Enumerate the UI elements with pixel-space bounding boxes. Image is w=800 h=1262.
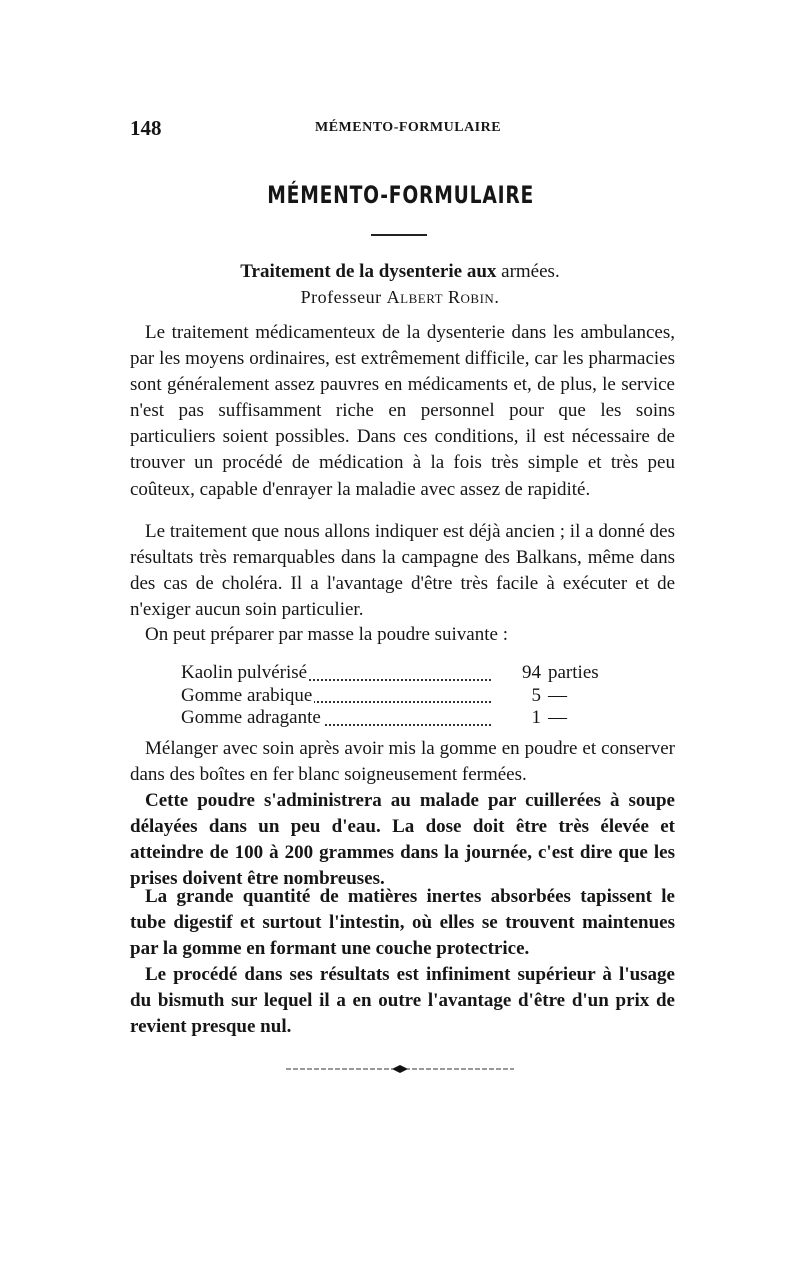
ingredient-quantity: 5 (531, 684, 541, 706)
ingredient-quantity: 94 (522, 662, 541, 683)
paragraph-mixing: Mélanger avec soin après avoir mis la gomme en poudre et conserver dans des boîtes en fer blanc soigneusement fermées. (130, 738, 675, 786)
running-title: MÉMENTO-FORMULAIRE (315, 120, 502, 135)
paragraph-dosage: Cette poudre s'administrera au malade par cuillerées à soupe délayées dans un peu d'eau. La dose doit être très élevée et atteindre de 100 à 200 grammes dans la journée, c'est dire que les prises doivent être nombreuses. (130, 790, 675, 890)
formula-row (181, 662, 621, 685)
page-number: 148 (130, 116, 162, 140)
ingredient-name: Gomme adragante (181, 707, 321, 728)
ingredient-unit: — (548, 707, 567, 728)
formula-row (181, 707, 621, 730)
section-title: MÉMENTO-FORMULAIRE (267, 181, 535, 209)
ingredient-quantity: 1 (531, 707, 541, 728)
ingredient-name: Gomme arabique (181, 684, 313, 706)
ingredient-name: Kaolin pulvérisé (181, 662, 308, 683)
article-title (0, 261, 800, 283)
author-name: Albert Robin. (386, 287, 500, 307)
article-title-rest: armées. (496, 261, 560, 282)
paragraph-intro: Le traitement médicamenteux de la dysenterie dans les ambulances, par les moyens ordinaires, est extrêmement difficile, car les pharmacies sont généralement assez pauvres en médicaments et, de plus, le service n'est pas suffisamment riche en personnel pour que les soins particuliers soient possibles. Dans ces conditions, il est nécessaire de trouver un procédé de médication à la fois très simple et très peu coûteux, capable d'enrayer la maladie avec assez de rapidité. (130, 322, 675, 500)
paragraph-preparation: On peut préparer par masse la poudre suivante : (145, 624, 508, 645)
article-author (0, 287, 800, 308)
author-prefix: Professeur (300, 287, 387, 307)
title-rule (371, 234, 427, 236)
paragraph-mechanism: La grande quantité de matières inertes absorbées tapissent le tube digestif et surtout l'intestin, où elles se trouvent maintenues par la gomme en formant une couche protectrice. (130, 886, 675, 960)
ingredient-unit: parties (548, 662, 599, 683)
running-head (130, 116, 675, 140)
article-title-bold: Traitement de la dysenterie aux (240, 261, 497, 282)
paragraph-conclusion: Le procédé dans ses résultats est infiniment supérieur à l'usage du bismuth sur lequel il a en outre l'avantage d'être d'un prix de revient presque nul. (130, 964, 675, 1038)
formula-row (181, 685, 621, 708)
paragraph-history: Le traitement que nous allons indiquer est déjà ancien ; il a donné des résultats très remarquables dans la campagne des Balkans, même dans des cas de choléra. Il a l'avantage d'être très facile à exécuter et de n'exiger aucun soin particulier. (130, 521, 675, 621)
end-ornament (286, 1064, 514, 1074)
ingredient-unit: — (548, 684, 567, 706)
formula-list (181, 662, 621, 730)
